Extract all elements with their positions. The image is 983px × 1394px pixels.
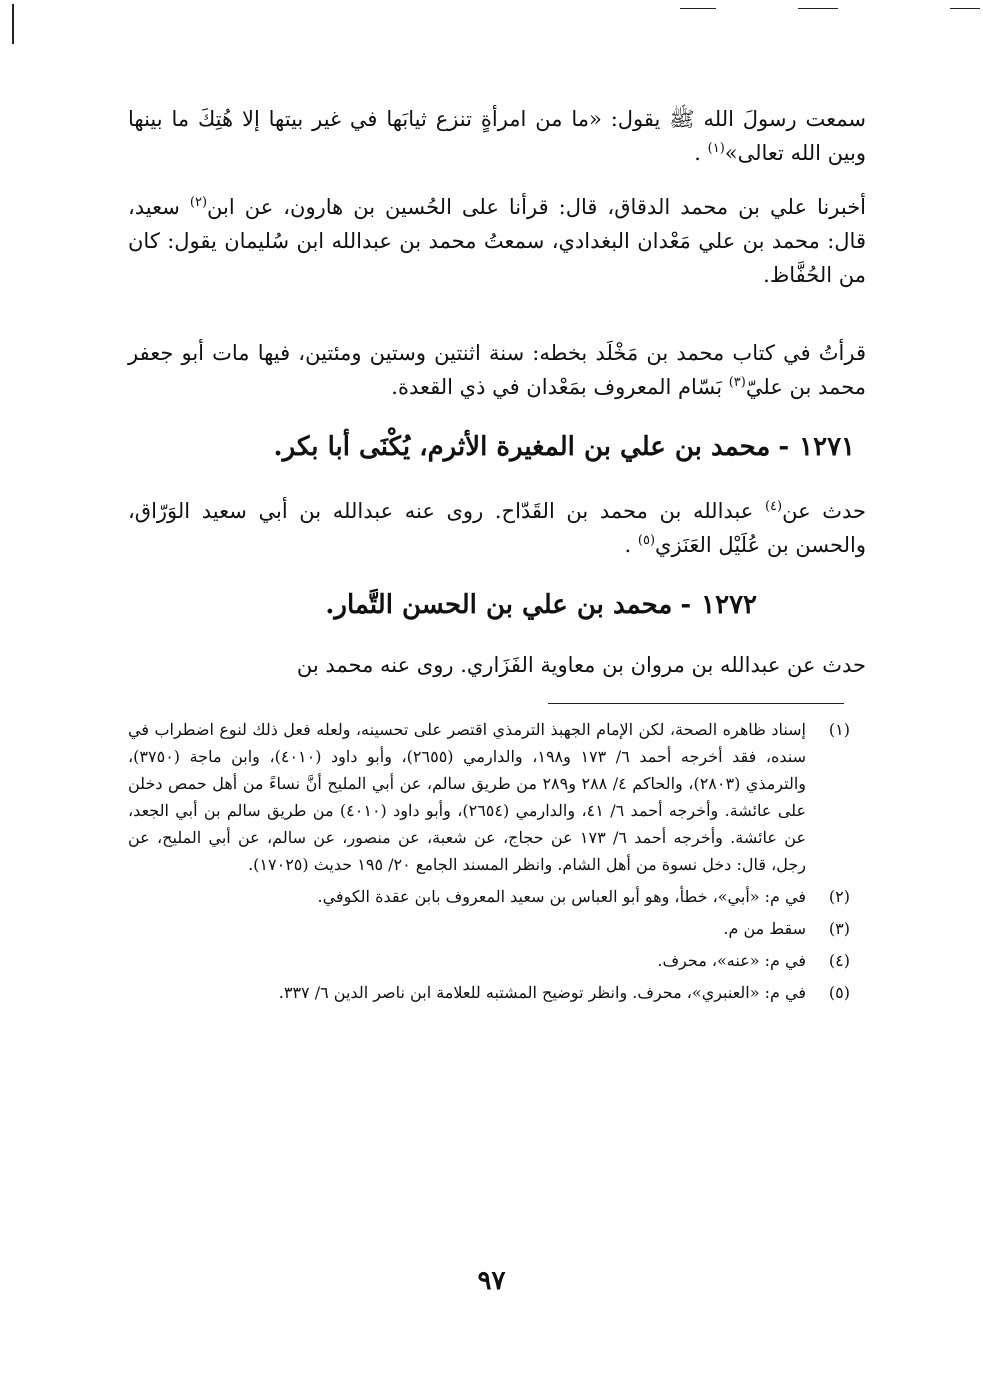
paragraph-text: . [624, 533, 638, 557]
footnote-text: سقط من م. [723, 919, 806, 938]
entry-heading-1271 [274, 430, 855, 464]
paragraph-text: . [694, 141, 708, 165]
footnote-number: (٤) [828, 951, 850, 970]
entry-number: ١٢٧٢ [701, 590, 757, 620]
footnote-text: في م: «عنه»، محرف. [657, 951, 806, 970]
paragraph-text: أخبرنا علي بن محمد الدقاق، قال: قرأنا على الحُسين بن هارون، عن ابن [207, 195, 867, 219]
paragraph-text: عبدالله بن محمد بن القَدّاح. روى عنه عبدالله بن أبي سعيد الوَرّاق، والحسن بن عُلَيْل العَنَزي [128, 499, 866, 557]
footnote-item [128, 883, 850, 910]
footnote-text: إسناد ظاهره الصحة، لكن الإمام الجهبذ الترمذي اقتصر على تحسينه، ولعله فعل ذلك لنوع اضطراب في سنده، فقد أخرجه أحمد ٦/ ١٧٣ و١٩٨، والدارمي (٢٦٥٥)، وأبو داود (٤٠١٠)، وابن ماجة (٣٧٥٠)، والترمذي (٢٨٠٣)، والحاكم ٤/ ٢٨٨ و٢٨٩ من طريق سالم، عن أبي المليح أنَّ نساءً من أهل حمص دخلن على عائشة. وأخرجه أحمد ٦/ ٤١، والدارمي (٢٦٥٤)، وأبو داود (٤٠١٠) من طريق سالم بن أبي الجعد، عن عائشة. وأخرجه أحمد ٦/ ١٧٣ عن حجاج، عن شعبة، عن منصور، عن سالم، عن أبي المليح، عن رجل، قال: دخل نسوة من أهل الشام. وانظر المسند الجامع ٢٠/ ١٩٥ حديث (١٧٠٢٥). [128, 720, 807, 874]
footnote-ref[interactable]: (١) [707, 141, 725, 156]
footnote-item [128, 947, 850, 974]
footnote-ref[interactable]: (٣) [728, 375, 746, 390]
paragraph-record [128, 336, 866, 404]
footnote-item [128, 979, 850, 1006]
paragraph-text: سمعت رسولَ الله ﷺ يقول: «ما من امرأةٍ تنزع ثيابَها في غير بيتها إلا هُتِكَ ما بينها وبين الله تعالى» [128, 107, 866, 165]
paragraph-text: حدث عن عبدالله بن مروان بن معاوية الفَزَاري. روى عنه محمد بن [296, 653, 866, 677]
footnote-number: (٥) [828, 983, 850, 1002]
footnote-number: (١) [828, 720, 850, 739]
entry-heading-1272 [325, 588, 757, 622]
footnote-number: (٢) [828, 887, 850, 906]
page-number: ٩٧ [477, 1266, 506, 1296]
footnote-item [128, 716, 850, 878]
entry-separator: - [778, 432, 790, 462]
paragraph-entry-1271 [128, 494, 866, 562]
paragraph-text: سعيد، قال: محمد بن علي مَعْدان البغدادي، سمعتُ محمد بن عبدالله ابن سُليمان يقول: كان من الحُفَّاظ. [128, 195, 866, 287]
entry-number: ١٢٧١ [799, 432, 855, 462]
scan-top-dash [680, 8, 716, 9]
paragraph-text: حدث عن [782, 499, 867, 523]
footnote-ref[interactable]: (٤) [764, 499, 783, 514]
footnote-ref[interactable]: (٥) [637, 533, 656, 548]
scan-top-dash [950, 8, 980, 9]
paragraph-text: بَسّام المعروف بمَعْدان في ذي القعدة. [391, 375, 729, 399]
entry-title: محمد بن علي بن الحسن التَّمار. [325, 590, 673, 620]
paragraph-text: قرأتُ في كتاب محمد بن مَخْلَد بخطه: سنة اثنتين وستين ومئتين، فيها مات أبو جعفر محمد بن عليّ [128, 341, 866, 399]
entry-title: محمد بن علي بن المغيرة الأثرم، يُكْنَى أبا بكر. [273, 432, 771, 462]
paragraph-entry-1272 [128, 648, 866, 682]
footnote-divider [548, 703, 844, 704]
paragraph-chain [128, 190, 866, 292]
footnote-number: (٣) [828, 919, 850, 938]
footnotes-list [128, 716, 850, 1011]
footnote-text: في م: «العنبري»، محرف. وانظر توضيح المشتبه للعلامة ابن ناصر الدين ٦/ ٣٣٧. [278, 983, 806, 1002]
paragraph-hadith [128, 102, 866, 170]
scan-edge-mark [12, 4, 14, 44]
scan-top-dash [798, 8, 838, 9]
footnote-item [128, 915, 850, 942]
footnote-ref[interactable]: (٢) [189, 195, 208, 210]
footnote-text: في م: «أبي»، خطأ، وهو أبو العباس بن سعيد المعروف بابن عقدة الكوفي. [317, 887, 806, 906]
entry-separator: - [680, 590, 692, 620]
